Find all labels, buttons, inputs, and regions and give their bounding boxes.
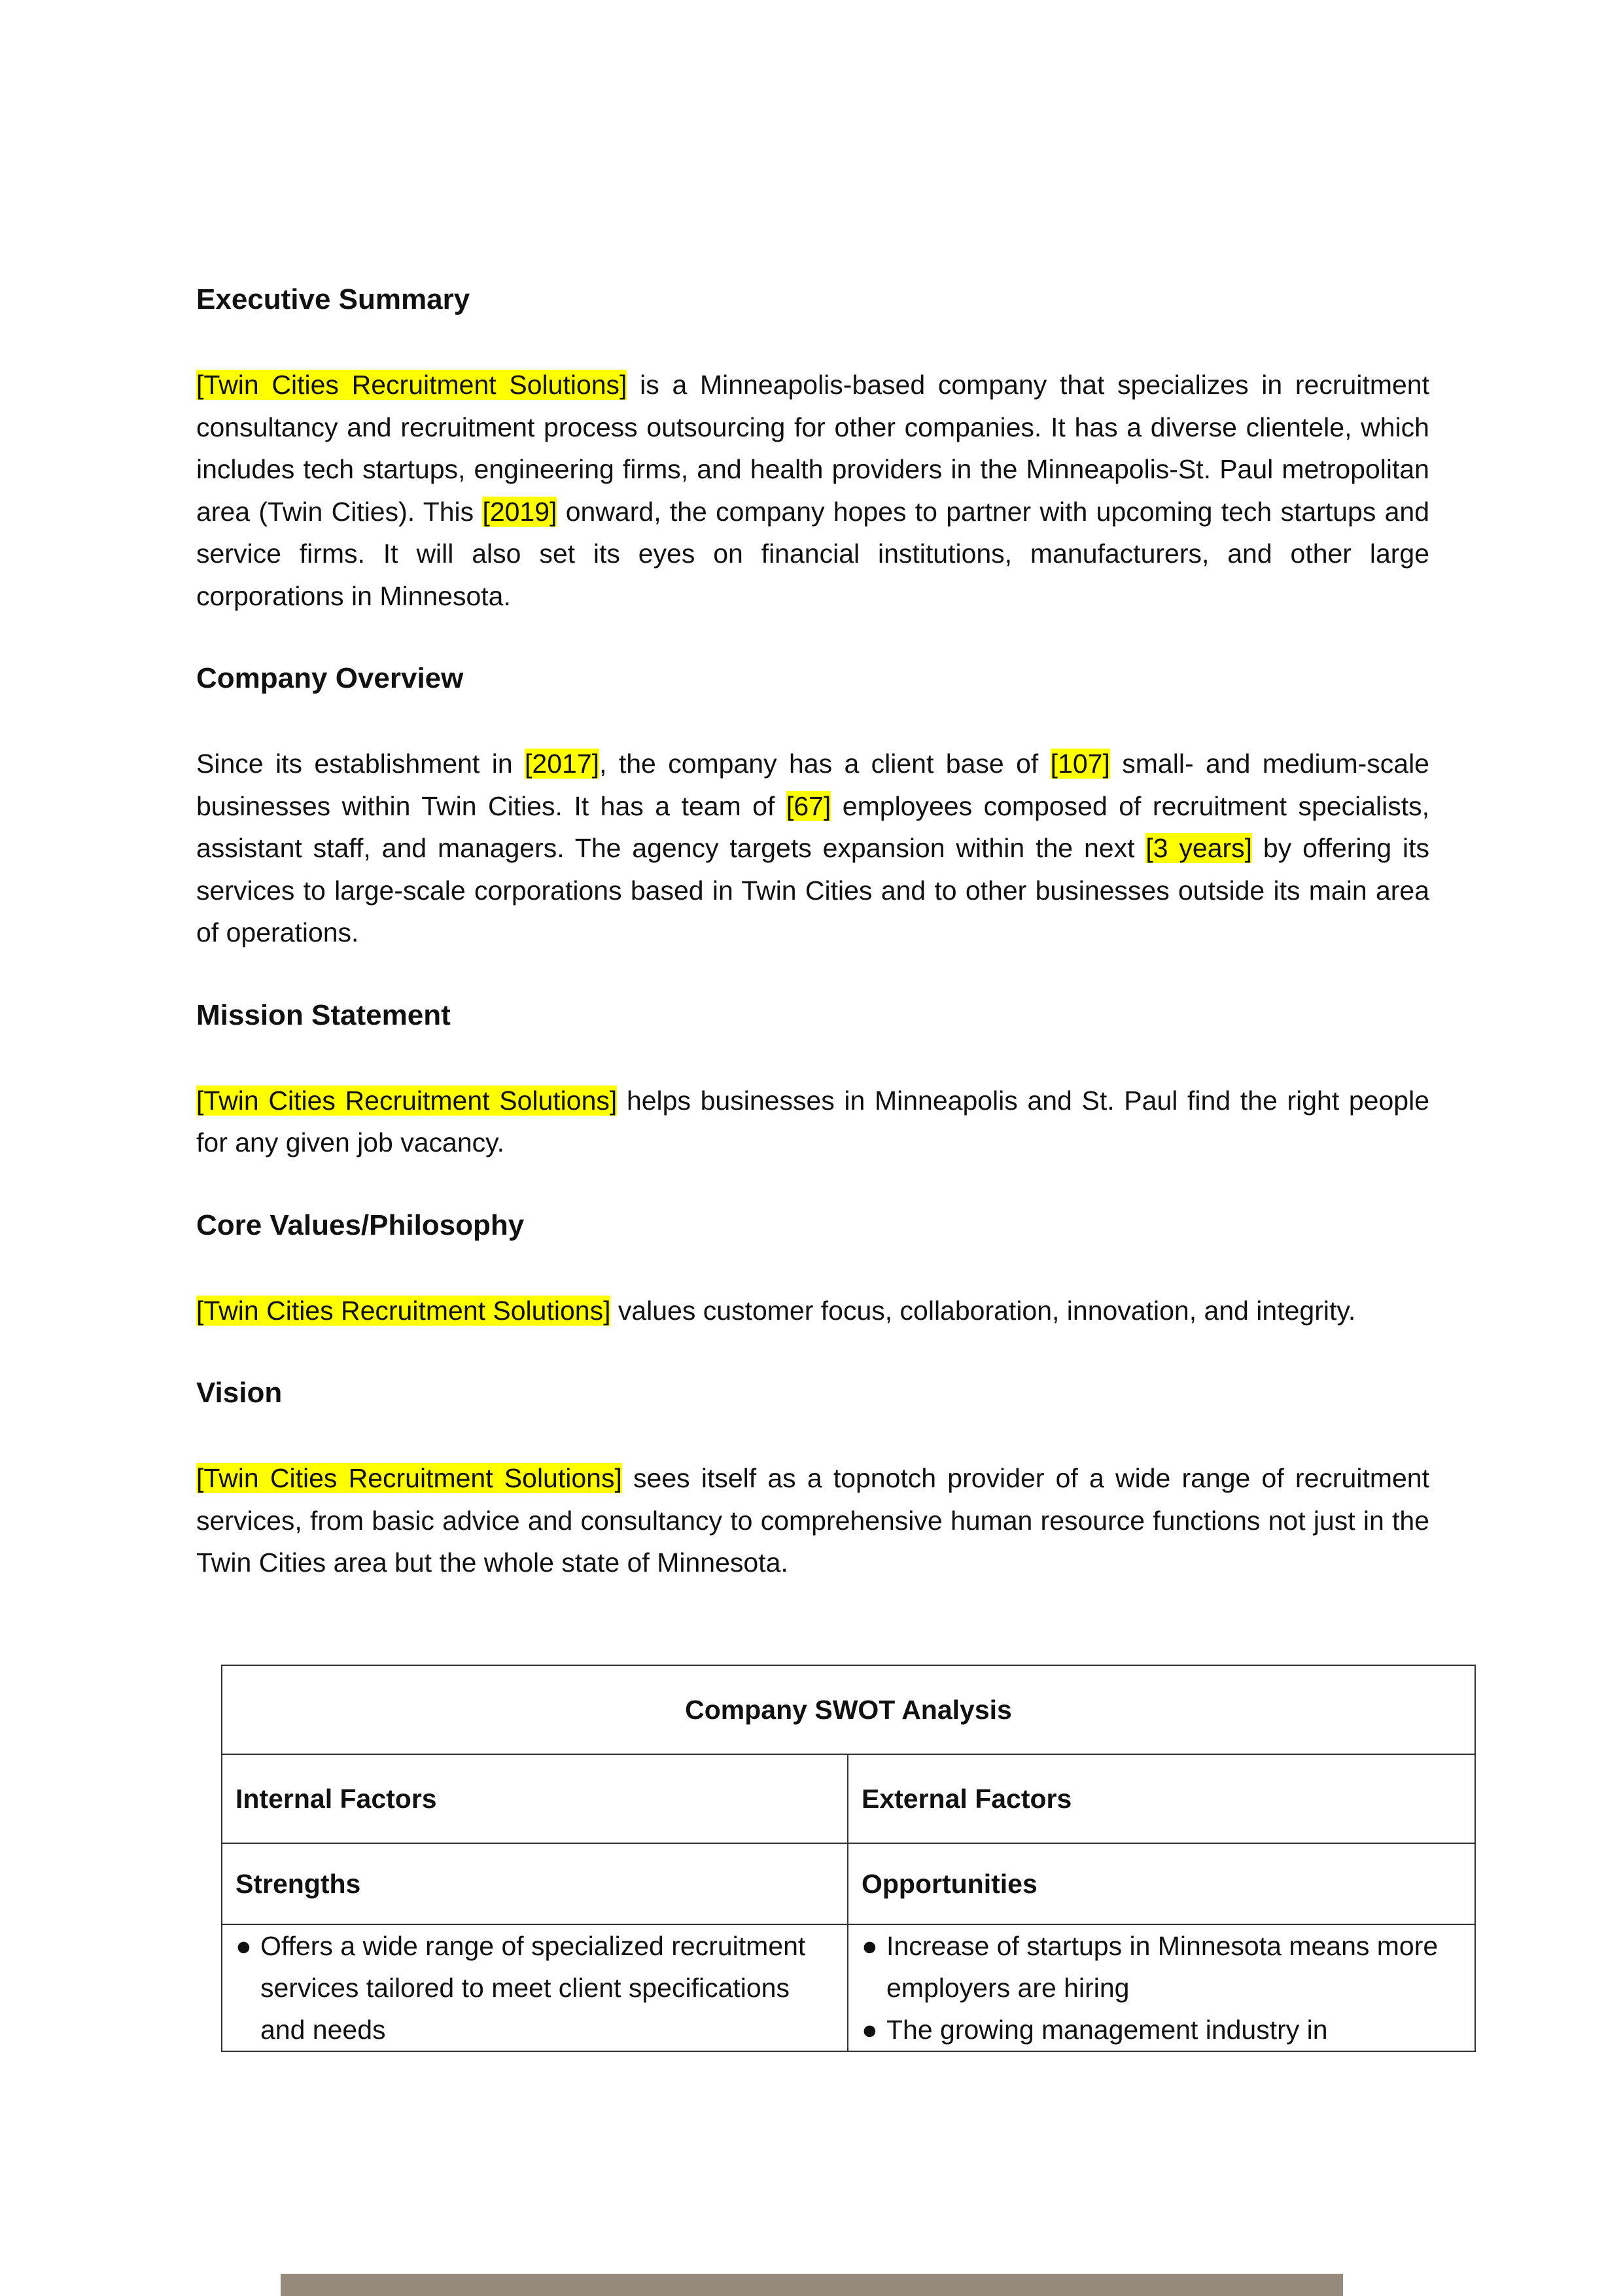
bullet-icon: ● bbox=[236, 1931, 252, 1961]
document-body bbox=[196, 275, 1429, 1584]
swot-table-title: Company SWOT Analysis bbox=[222, 1665, 1475, 1754]
bullet-icon: ● bbox=[862, 2015, 878, 2045]
mission-statement-text: [Twin Cities Recruitment Solutions] helps businesses in Minneapolis and St. Paul find the right people for any given job vacancy. bbox=[196, 1085, 1429, 1157]
section-heading-vision: Vision bbox=[196, 1377, 283, 1409]
highlight-year-2017: [2017] bbox=[525, 749, 600, 779]
highlight-company-name: [Twin Cities Recruitment Solutions] bbox=[196, 1085, 618, 1116]
footer-bar bbox=[281, 2274, 1343, 2296]
highlight-year-2019: [2019] bbox=[482, 496, 557, 527]
highlight-company-name: [Twin Cities Recruitment Solutions] bbox=[196, 370, 627, 400]
highlight-company-name: [Twin Cities Recruitment Solutions] bbox=[196, 1463, 622, 1493]
swot-table bbox=[221, 1665, 1476, 2052]
section-heading-mission-statement: Mission Statement bbox=[196, 998, 451, 1031]
highlight-expansion-period: [3 years] bbox=[1145, 833, 1253, 863]
section-heading-core-values: Core Values/Philosophy bbox=[196, 1209, 525, 1241]
external-factors-header: External Factors bbox=[848, 1754, 1475, 1843]
list-item: ● Offers a wide range of specialized recruitment services tailored to meet client specifications and needs bbox=[236, 1925, 834, 2051]
highlight-employee-count: [67] bbox=[786, 790, 831, 821]
strengths-header: Strengths bbox=[222, 1843, 848, 1924]
company-overview-text: Since its establishment in [2017], the company has a client base of [107] small- and medium-scale businesses within Twin Cities. It has a team of [67] employees composed of recruitment specialists, assistant staff, and managers. The agency targets expansion within the next [3 years] by offering its services to large-scale corporations based in Twin Cities and to other businesses outside its main area of operations. bbox=[196, 749, 1429, 947]
highlight-client-count: [107] bbox=[1050, 749, 1110, 779]
section-heading-company-overview: Company Overview bbox=[196, 662, 464, 694]
strengths-list bbox=[236, 1925, 834, 2051]
strengths-cell bbox=[222, 1924, 848, 2051]
bullet-icon: ● bbox=[862, 1931, 878, 1961]
vision-text: [Twin Cities Recruitment Solutions] sees itself as a topnotch provider of a wide range of recruitment services, from basic advice and consultancy to comprehensive human resource functions not just in the Twin Cities area but the whole state of Minnesota. bbox=[196, 1463, 1429, 1578]
opportunities-cell bbox=[848, 1924, 1475, 2051]
core-values-text: [Twin Cities Recruitment Solutions] values customer focus, collaboration, innovation, and integrity. bbox=[196, 1295, 1356, 1326]
executive-summary-text: [Twin Cities Recruitment Solutions] is a Minneapolis-based company that specializes in recruitment consultancy and recruitment process outsourcing for other companies. It has a diverse clientele, which includes tech startups, engineering firms, and health providers in the Minneapolis-St. Paul metropolitan area (Twin Cities). This [2019] onward, the company hopes to partner with upcoming tech startups and service firms. It will also set its eyes on financial institutions, manufacturers, and other large corporations in Minnesota. bbox=[196, 370, 1430, 611]
internal-factors-header: Internal Factors bbox=[222, 1754, 848, 1843]
highlight-company-name: [Twin Cities Recruitment Solutions] bbox=[196, 1295, 611, 1326]
list-item: ● Increase of startups in Minnesota means more employers are hiring bbox=[862, 1925, 1461, 2009]
section-heading-executive-summary: Executive Summary bbox=[196, 283, 470, 315]
opportunities-header: Opportunities bbox=[848, 1843, 1475, 1924]
list-item: ● The growing management industry in bbox=[862, 2009, 1461, 2051]
opportunities-list bbox=[862, 1925, 1461, 2051]
